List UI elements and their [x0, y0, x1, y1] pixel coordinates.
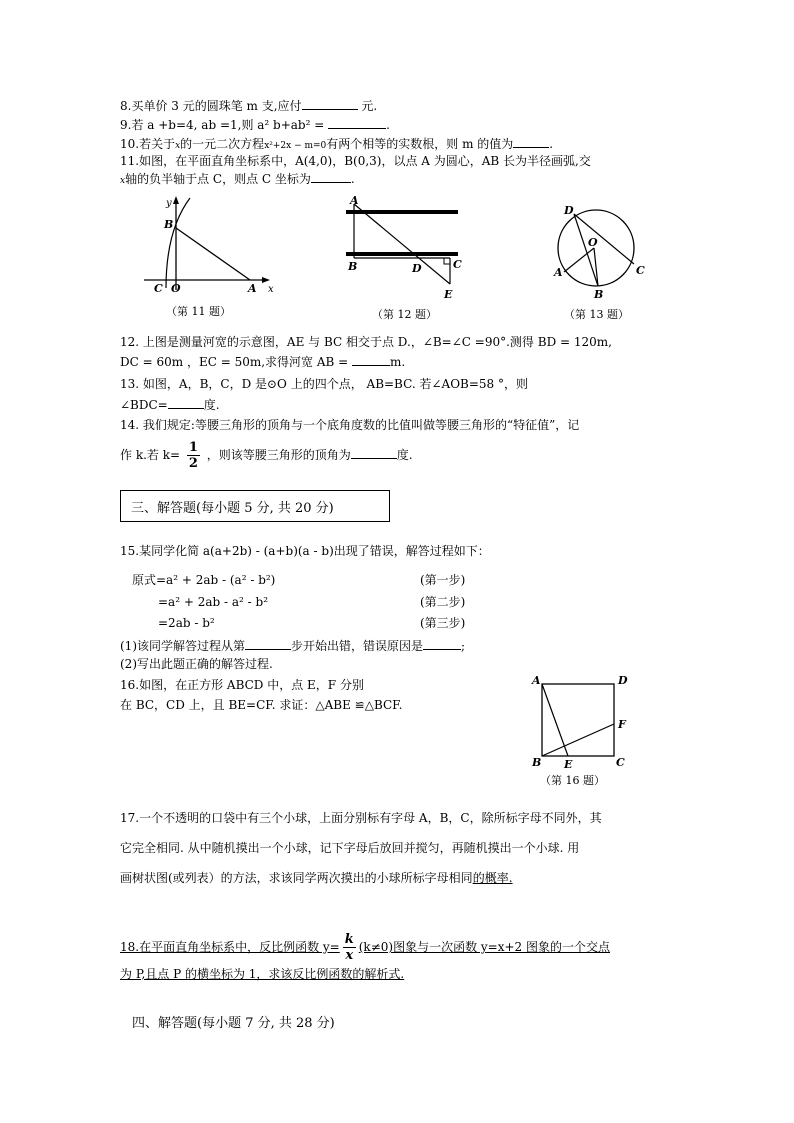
answer-blank[interactable] [351, 446, 397, 459]
label-c: C [154, 282, 163, 295]
label-c: C [636, 264, 645, 277]
figure-11 [140, 190, 280, 300]
q9-text: 9.若 a +b=4, ab =1,则 a² b+ab² = [120, 118, 325, 132]
segment-ae [354, 204, 450, 284]
question-13-line2: ∠BDC= 度. [120, 398, 220, 412]
figure-12 [342, 192, 468, 302]
answer-blank[interactable] [302, 97, 358, 110]
answer-blank[interactable] [311, 170, 351, 183]
question-17-line3: 画树状图(或列表）的方法，求该同学两次摸出的小球所标字母相同的概率. [120, 871, 513, 885]
question-14-line2: 作 k.若 k= $\frac{1}{2}$ ，则该等腰三角形的顶角为 度. [120, 440, 413, 471]
question-10: 10.若关于x的一元二次方程x²+2x − m=0有两个相等的实数根，则 m 的值为 . [120, 137, 554, 151]
label-b: B [348, 260, 358, 273]
figure-11-caption: （第 11 题） [166, 305, 231, 318]
section-3-header [120, 490, 390, 522]
label-f: F [618, 718, 626, 731]
label-b: B [164, 218, 174, 231]
figure-13 [548, 200, 648, 300]
q15-part-1: (1)该同学解答过程从第 步开始出错，错误原因是 ; [120, 639, 466, 653]
question-13-line1: 13. 如图，A，B，C，D 是⊙O 上的四个点， AB=BC. 若∠AOB=58 °，则 [120, 377, 529, 391]
section-4-title: 四、解答题(每小题 7 分, 共 28 分) [132, 1016, 335, 1031]
right-angle-c [444, 258, 450, 264]
label-b: B [594, 288, 604, 300]
answer-blank[interactable] [168, 396, 204, 409]
question-17-line2: 它完全相同. 从中随机摸出一个小球，记下字母后放回并搅匀，再随机摸出一个小球. 用 [120, 841, 580, 855]
question-15-intro: 15.某同学化简 a(a+2b) - (a+b)(a - b)出现了错误，解答过程如下： [120, 544, 490, 558]
y-axis-arrow [173, 196, 179, 204]
label-y: y [166, 198, 172, 209]
x-axis-arrow [262, 277, 270, 283]
q15-step-2: =a² + 2ab - a² - b² [158, 595, 268, 609]
answer-blank[interactable] [513, 135, 549, 148]
arc [166, 198, 190, 288]
answer-blank[interactable] [352, 353, 390, 366]
question-9: 9.若 a +b=4, ab =1,则 a² b+ab² = . [120, 118, 390, 132]
figure-16-caption: （第 16 题） [540, 774, 605, 787]
segment-bf [542, 724, 614, 756]
answer-blank[interactable] [328, 116, 386, 129]
question-18-line2: 为 P,且点 P 的横坐标为 1，求该反比例函数的解析式. [120, 967, 405, 981]
figure-13-caption: （第 13 题） [564, 308, 629, 321]
segment-ae [542, 684, 568, 756]
question-12-line2: DC = 60m ，EC = 50m,求得河宽 AB = m. [120, 355, 406, 369]
answer-blank[interactable] [245, 637, 291, 650]
label-e: E [564, 758, 573, 771]
square-abcd [542, 684, 614, 756]
label-c: C [453, 258, 462, 271]
q15-step-3-tag: (第三步) [420, 616, 466, 630]
figure-12-caption: （第 12 题） [372, 308, 437, 321]
question-14-line1: 14. 我们规定:等腰三角形的顶角与一个底角度数的比值叫做等腰三角形的“特征值”，记 [120, 418, 580, 432]
label-o: O [171, 282, 181, 295]
question-17-line1: 17.一个不透明的口袋中有三个小球，上面分别标有字母 A，B，C，除所标字母不同外，其 [120, 811, 602, 825]
fraction-k-over-x: $\frac{k}{x}$ [344, 932, 354, 963]
section-3-title: 三、解答题(每小题 5 分, 共 20 分) [131, 501, 334, 516]
q15-step-3: =2ab - b² [158, 616, 215, 630]
label-x: x [268, 284, 274, 295]
label-d: D [618, 674, 628, 687]
q15-step-1: 原式=a² + 2ab - (a² - b²) [132, 573, 276, 587]
label-a: A [350, 194, 359, 207]
label-d: D [564, 204, 574, 217]
label-e: E [444, 288, 453, 301]
question-11-line1: 11.如图，在平面直角坐标系中，A(4,0)，B(0,3)，以点 A 为圆心，AB 长为半径画弧,交 [120, 154, 591, 168]
question-18-line1: 18.在平面直角坐标系中，反比例函数 y= $\frac{k}{x}$ (k≠0)图象与一次函数 y=x+2 图象的一个交点 [120, 932, 610, 963]
segment-ab [176, 228, 250, 280]
question-12-line1: 12. 上图是测量河宽的示意图，AE 与 BC 相交于点 D.，∠B=∠C =90°.测得 BD = 120m, [120, 335, 612, 349]
q15-step-2-tag: (第二步) [420, 595, 466, 609]
q8-text: 8.买单价 3 元的圆珠笔 m 支,应付 [120, 99, 302, 113]
question-16-line2: 在 BC，CD 上，且 BE=CF. 求证：△ABE ≌△BCF. [120, 698, 403, 712]
label-b: B [532, 756, 542, 769]
figure-16 [526, 672, 630, 772]
river-bank-bottom [346, 252, 458, 256]
question-8: 8.买单价 3 元的圆珠笔 m 支,应付 元. [120, 99, 378, 113]
label-c: C [616, 756, 625, 769]
label-o: O [588, 236, 598, 249]
answer-blank[interactable] [423, 637, 461, 650]
q15-step-1-tag: (第一步) [420, 573, 466, 587]
question-11-line2: x轴的负半轴于点 C，则点 C 坐标为 . [120, 172, 355, 186]
question-16-line1: 16.如图，在正方形 ABCD 中，点 E，F 分别 [120, 678, 364, 692]
label-a: A [532, 674, 541, 687]
label-a: A [554, 266, 563, 279]
label-d: D [412, 262, 422, 275]
fraction-one-half: $\frac{1}{2}$ [188, 440, 198, 471]
label-a: A [248, 282, 257, 295]
q15-part-2: (2)写出此题正确的解答过程. [120, 657, 273, 671]
